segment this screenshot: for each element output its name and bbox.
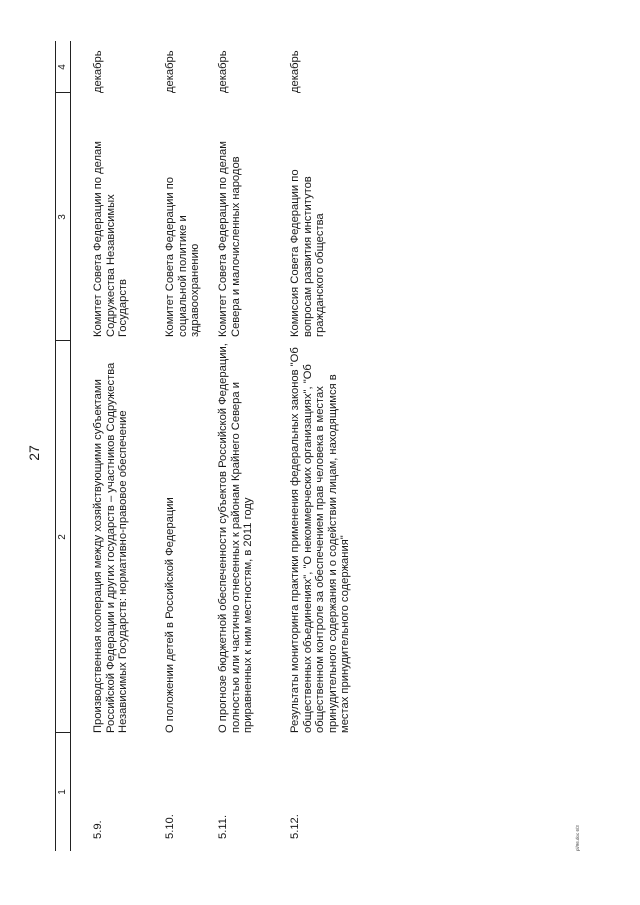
table-row bbox=[164, 41, 217, 851]
table-header bbox=[56, 41, 71, 851]
item-number: 5.10. bbox=[164, 814, 176, 839]
item-responsible: Комитет Совета Федерации по делам Содружества Независимых Государств bbox=[92, 141, 130, 337]
file-code: pl/96.doc 6/3 bbox=[575, 825, 580, 851]
item-description: О положении детей в Российской Федерации bbox=[164, 497, 176, 733]
item-deadline: декабрь bbox=[217, 50, 229, 93]
column-header-2: 2 bbox=[57, 534, 68, 540]
item-description: Производственная кооперация между хозяйствующими субъектами Российской Федерации и других государств – участников Содружества Независимых Государств: нормативно-правовое обеспечение bbox=[92, 362, 130, 733]
item-description: О прогнозе бюджетной обеспеченности субъектов Российской Федерации, полностью или частично отнесенных к районам Крайнего Севера и приравненных к ним местностям, в 2011 году bbox=[217, 343, 255, 733]
item-number: 5.11. bbox=[217, 814, 229, 839]
plan-table bbox=[55, 41, 389, 851]
item-responsible: Комиссия Совета Федерации по вопросам развития институтов гражданского общества bbox=[289, 169, 327, 337]
page-number: 27 bbox=[26, 445, 42, 461]
column-header-4: 4 bbox=[57, 64, 68, 70]
item-responsible: Комитет Совета Федерации по делам Севера и малочисленных народов bbox=[217, 141, 242, 337]
item-number: 5.12. bbox=[289, 814, 301, 839]
item-deadline: декабрь bbox=[92, 50, 104, 93]
item-deadline: декабрь bbox=[289, 50, 301, 93]
item-responsible: Комитет Совета Федерации по социальной политике и здравоохранению bbox=[164, 176, 202, 337]
column-header-1: 1 bbox=[57, 789, 68, 795]
item-deadline: декабрь bbox=[164, 50, 176, 93]
table-row bbox=[92, 41, 164, 851]
item-description: Результаты мониторинга практики применения федеральных законов "Об общественных объединениях", "О некоммерческих организациях", "Об общественном контроле за обеспечением прав человека в местах принудительного содержания и о содействии лицам, находящимся в местах принудительного содержания" bbox=[289, 347, 352, 733]
column-header-3: 3 bbox=[57, 214, 68, 220]
table-row bbox=[217, 41, 289, 851]
item-number: 5.9. bbox=[92, 820, 104, 839]
table-row bbox=[289, 41, 389, 851]
